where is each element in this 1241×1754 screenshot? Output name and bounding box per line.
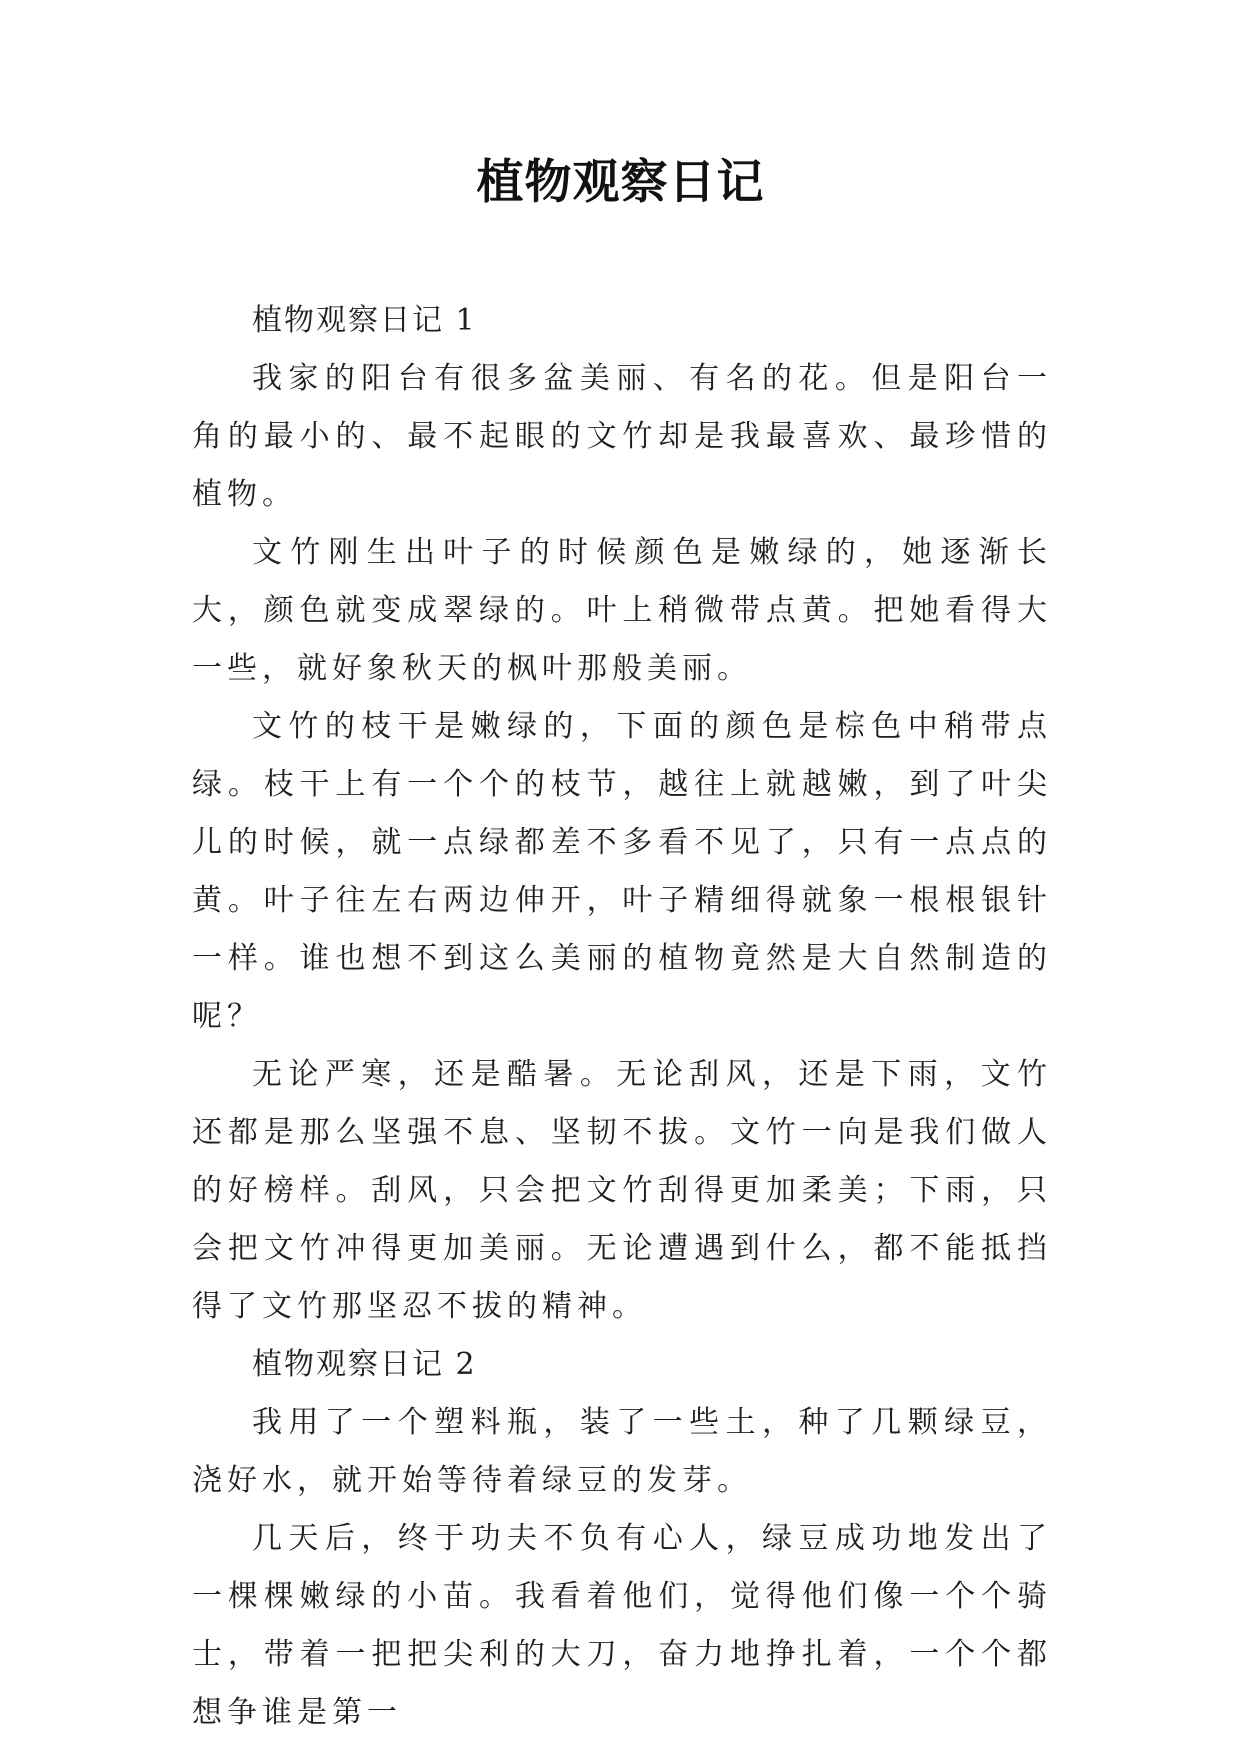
section-heading: 植物观察日记 2: [252, 1347, 477, 1382]
paragraph: 无论严寒，还是酷暑。无论刮风，还是下雨，文竹还都是那么坚强不息、坚韧不拔。文竹一向是我们做人的好榜样。刮风，只会把文竹刮得更加柔美；下雨，只会把文竹冲得更加美丽。无论遭遇到什么，都不能抵挡得了文竹那坚忍不拔的精神。: [192, 1057, 1052, 1324]
paragraph: 我家的阳台有很多盆美丽、有名的花。但是阳台一角的最小的、最不起眼的文竹却是我最喜欢、最珍惜的植物。: [192, 361, 1052, 512]
paragraph: 文竹的枝干是嫩绿的，下面的颜色是棕色中稍带点绿。枝干上有一个个的枝节，越往上就越嫩，到了叶尖儿的时候，就一点绿都差不多看不见了，只有一点点的黄。叶子往左右两边伸开，叶子精细得就象一根根银针一样。谁也想不到这么美丽的植物竟然是大自然制造的呢？: [192, 709, 1052, 1034]
paragraph: 几天后，终于功夫不负有心人，绿豆成功地发出了一棵棵嫩绿的小苗。我看着他们，觉得他们像一个个骑士，带着一把把尖利的大刀，奋力地挣扎着，一个个都想争谁是第一: [192, 1521, 1052, 1730]
section-heading: 植物观察日记 1: [252, 303, 477, 338]
document-body: [192, 292, 1052, 1742]
paragraph: 文竹刚生出叶子的时候颜色是嫩绿的，她逐渐长大，颜色就变成翠绿的。叶上稍微带点黄。把她看得大一些，就好象秋天的枫叶那般美丽。: [192, 535, 1052, 686]
paragraph: 我用了一个塑料瓶，装了一些土，种了几颗绿豆，浇好水，就开始等待着绿豆的发芽。: [192, 1405, 1052, 1498]
document-title: 植物观察日记: [476, 155, 765, 210]
